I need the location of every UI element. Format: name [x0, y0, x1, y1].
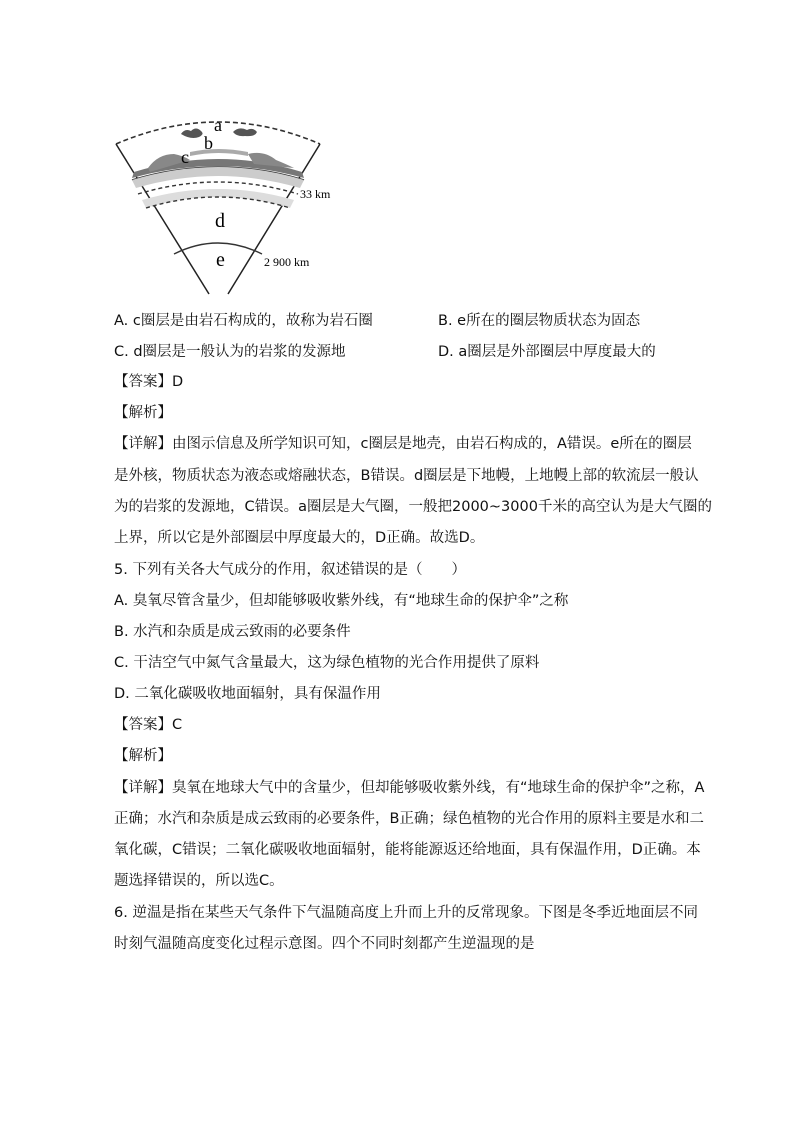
cloud-shape	[181, 129, 203, 139]
q4-option-b: B. e所在的圈层物质状态为固态	[438, 313, 641, 329]
depth-label-33km: 33 km	[300, 187, 331, 201]
label-b: b	[204, 133, 213, 153]
q4-option-d: D. a圈层是外部圈层中厚度最大的	[438, 344, 656, 360]
q5-answer: 【答案】C	[114, 717, 183, 733]
q5-option-b: B. 水汽和杂质是成云致雨的必要条件	[114, 624, 351, 640]
q5-detail-line: 题选择错误的，所以选C。	[114, 873, 284, 889]
q5-detail-line: 正确；水汽和杂质是成云致雨的必要条件，B正确；绿色植物的光合作用的原料主要是水和二	[114, 811, 704, 827]
q4-detail-line: 为的岩浆的发源地，C错误。a圈层是大气圈，一般把2000~3000千米的高空认为是大气圈的	[114, 499, 712, 515]
q4-detail-line: 是外核，物质状态为液态或熔融状态，B错误。d圈层是下地幔，上地幔上部的软流层一般认	[114, 468, 699, 484]
q5-option-d: D. 二氧化碳吸收地面辐射，具有保温作用	[114, 686, 381, 702]
q5-stem: 5. 下列有关各大气成分的作用，叙述错误的是（ ）	[114, 562, 466, 578]
cloud-shape	[233, 128, 257, 136]
q6-stem-line: 6. 逆温是指在某些天气条件下气温随高度上升而上升的反常现象。下图是冬季近地面层不同	[114, 905, 698, 921]
q4-option-a: A. c圈层是由岩石构成的，故称为岩石圈	[114, 313, 373, 329]
depth-label-2900km: 2 900 km	[264, 255, 310, 269]
q5-analysis-label: 【解析】	[114, 748, 172, 764]
q4-detail-line: 【详解】由图示信息及所学知识可知，c圈层是地壳，由岩石构成的，A错误。e所在的圈层	[114, 436, 692, 452]
q4-answer: 【答案】D	[114, 374, 184, 390]
q4-analysis-label: 【解析】	[114, 405, 172, 421]
q4-option-c: C. d圈层是一般认为的岩浆的发源地	[114, 344, 346, 360]
q5-option-a: A. 臭氧尽管含量少，但却能够吸收紫外线，有“地球生命的保护伞”之称	[114, 593, 569, 609]
mantle-band	[142, 189, 294, 208]
label-e: e	[216, 249, 225, 271]
hydrosphere-layer	[190, 149, 248, 156]
label-d: d	[215, 210, 225, 232]
label-a: a	[214, 115, 222, 135]
q6-stem-line: 时刻气温随高度变化过程示意图。四个不同时刻都产生逆温现的是	[114, 936, 535, 952]
q4-detail-line: 上界，所以它是外部圈层中厚度最大的，D正确。故选D。	[114, 530, 485, 546]
q5-detail-line: 氧化碳，C错误；二氧化碳吸收地面辐射，能将能源返还给地面，具有保温作用，D正确。本	[114, 842, 701, 858]
earth-layers-diagram	[108, 108, 340, 300]
label-c: c	[181, 147, 189, 167]
q5-detail-line: 【详解】臭氧在地球大气中的含量少，但却能够吸收紫外线，有“地球生命的保护伞”之称，A	[114, 780, 705, 796]
q5-option-c: C. 干洁空气中氮气含量最大，这为绿色植物的光合作用提供了原料	[114, 655, 540, 671]
